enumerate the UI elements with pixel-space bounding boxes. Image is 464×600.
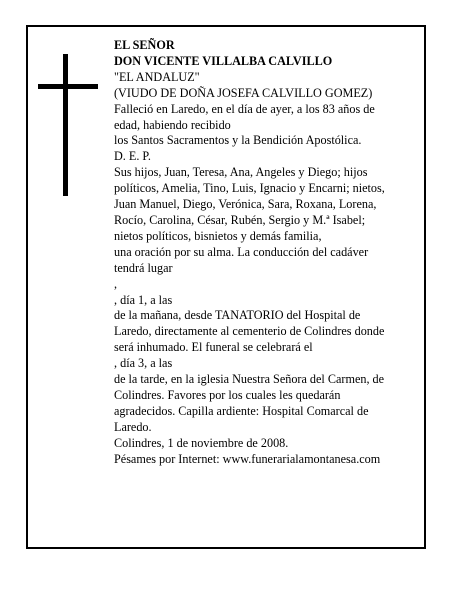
title-line: EL SEÑOR [114, 38, 175, 52]
text-line: los Santos Sacramentos y la Bendición Apostólica. [114, 133, 362, 148]
text-line: Colindres. Favores por los cuales les quedarán [114, 387, 341, 402]
text-line: edad, habiendo recibido [114, 117, 231, 132]
date-line: Colindres, 1 de noviembre de 2008. [114, 435, 289, 450]
condolences-line: Pésames por Internet: www.funerarialamontanesa.com [114, 451, 381, 466]
text-line: una oración por su alma. La conducción del cadáver [114, 244, 369, 259]
text-line: Rocío, Carolina, César, Rubén, Sergio y M.ª Isabel; [114, 212, 366, 227]
text-line: agradecidos. Capilla ardiente: Hospital Comarcal de [114, 403, 369, 418]
text-line: nietos políticos, bisnietos y demás familia, [114, 228, 322, 243]
text-line: de la tarde, en la iglesia Nuestra Señora del Carmen, de [114, 372, 385, 387]
text-line: será inhumado. El funeral se celebrará el [114, 340, 313, 355]
cross-vertical-bar [63, 54, 68, 196]
text-line: , [114, 276, 118, 291]
nickname: "EL ANDALUZ" [114, 69, 200, 84]
text-line: políticos, Amelia, Tino, Luis, Ignacio y Encarni; nietos, [114, 181, 385, 196]
text-line: Laredo. [114, 419, 152, 434]
text-line: tendrá lugar [114, 260, 173, 275]
text-line: Laredo, directamente al cementerio de Colindres donde [114, 324, 385, 339]
text-line: , día 1, a las [114, 292, 173, 307]
cross-icon [38, 54, 98, 196]
text-line: Sus hijos, Juan, Teresa, Ana, Angeles y Diego; hijos [114, 165, 368, 180]
rip-line: D. E. P. [114, 149, 151, 164]
obituary-text [114, 38, 424, 467]
text-line: Juan Manuel, Diego, Verónica, Sara, Roxana, Lorena, [114, 197, 377, 212]
cross-horizontal-bar [38, 84, 98, 89]
widower-of: (VIUDO DE DOÑA JOSEFA CALVILLO GOMEZ) [114, 85, 373, 100]
text-line: de la mañana, desde TANATORIO del Hospital de [114, 308, 361, 323]
text-line: Falleció en Laredo, en el día de ayer, a los 83 años de [114, 101, 375, 116]
deceased-name: DON VICENTE VILLALBA CALVILLO [114, 53, 333, 68]
text-line: , día 3, a las [114, 356, 173, 371]
